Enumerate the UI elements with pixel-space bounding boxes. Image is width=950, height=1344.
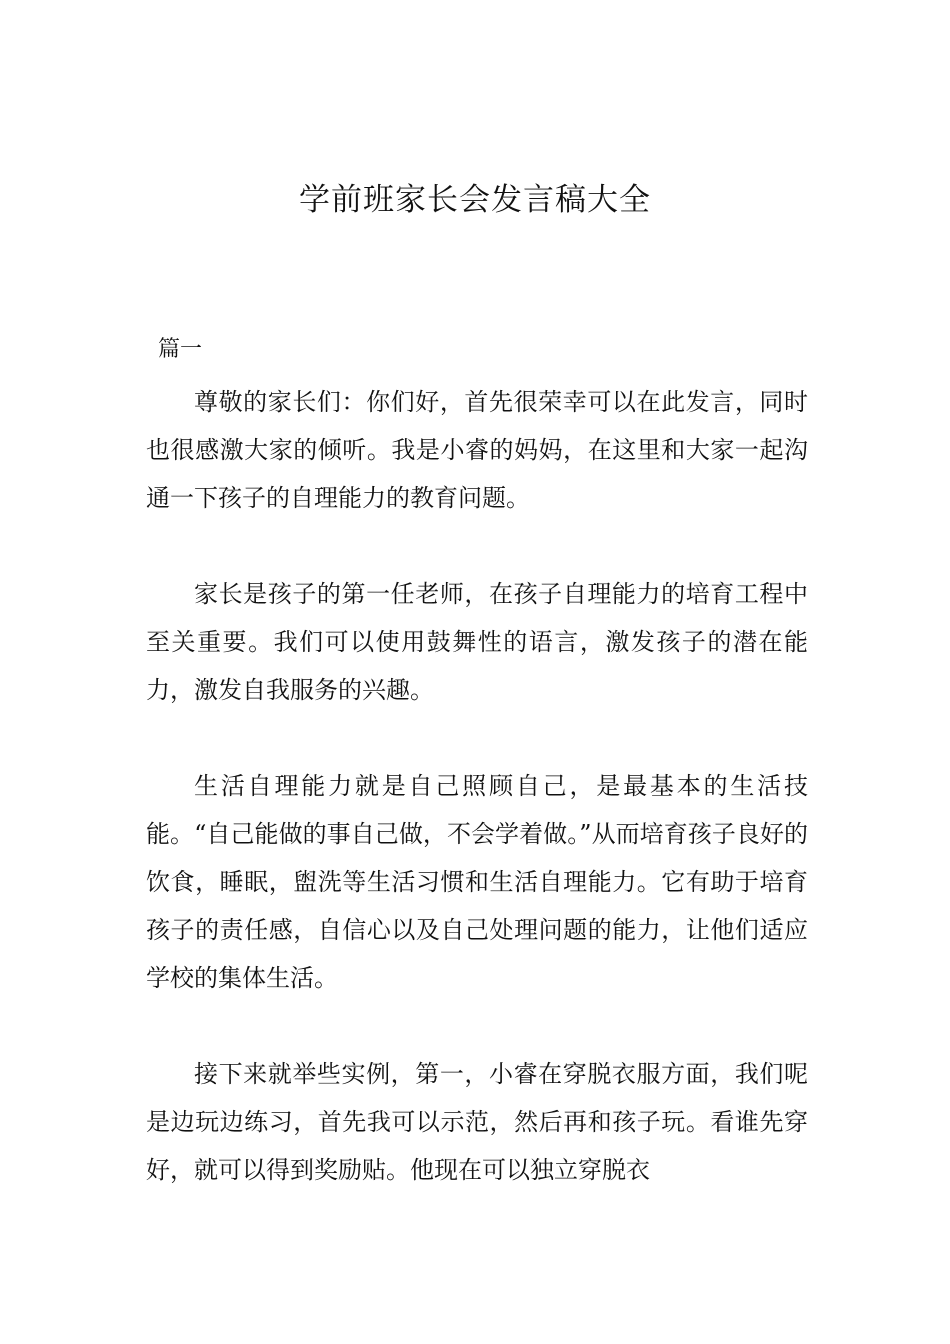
- document-title: 学前班家长会发言稿大全: [299, 182, 651, 218]
- paragraph-3: 生活自理能力就是自己照顾自己，是最基本的生活技能。“自己能做的事自己做，不会学着做。”从而培育孩子良好的饮食，睡眠，盥洗等生活习惯和生活自理能力。它有助于培育孩子的责任感，自信心以及自己处理问题的能力，让他们适应学校的集体生活。: [146, 772, 808, 992]
- paragraph-1: 尊敬的家长们：你们好，首先很荣幸可以在此发言，同时也很感激大家的倾听。我是小睿的妈妈，在这里和大家一起沟通一下孩子的自理能力的教育问题。: [146, 388, 808, 512]
- paragraph-4: 接下来就举些实例，第一，小睿在穿脱衣服方面，我们呢是边玩边练习，首先我可以示范，然后再和孩子玩。看谁先穿好，就可以得到奖励贴。他现在可以独立穿脱衣: [146, 1060, 808, 1184]
- section-label: 篇一: [158, 337, 203, 362]
- paragraph-2: 家长是孩子的第一任老师，在孩子自理能力的培育工程中至关重要。我们可以使用鼓舞性的语言，激发孩子的潜在能力，激发自我服务的兴趣。: [146, 580, 808, 704]
- document-body: [146, 378, 808, 1242]
